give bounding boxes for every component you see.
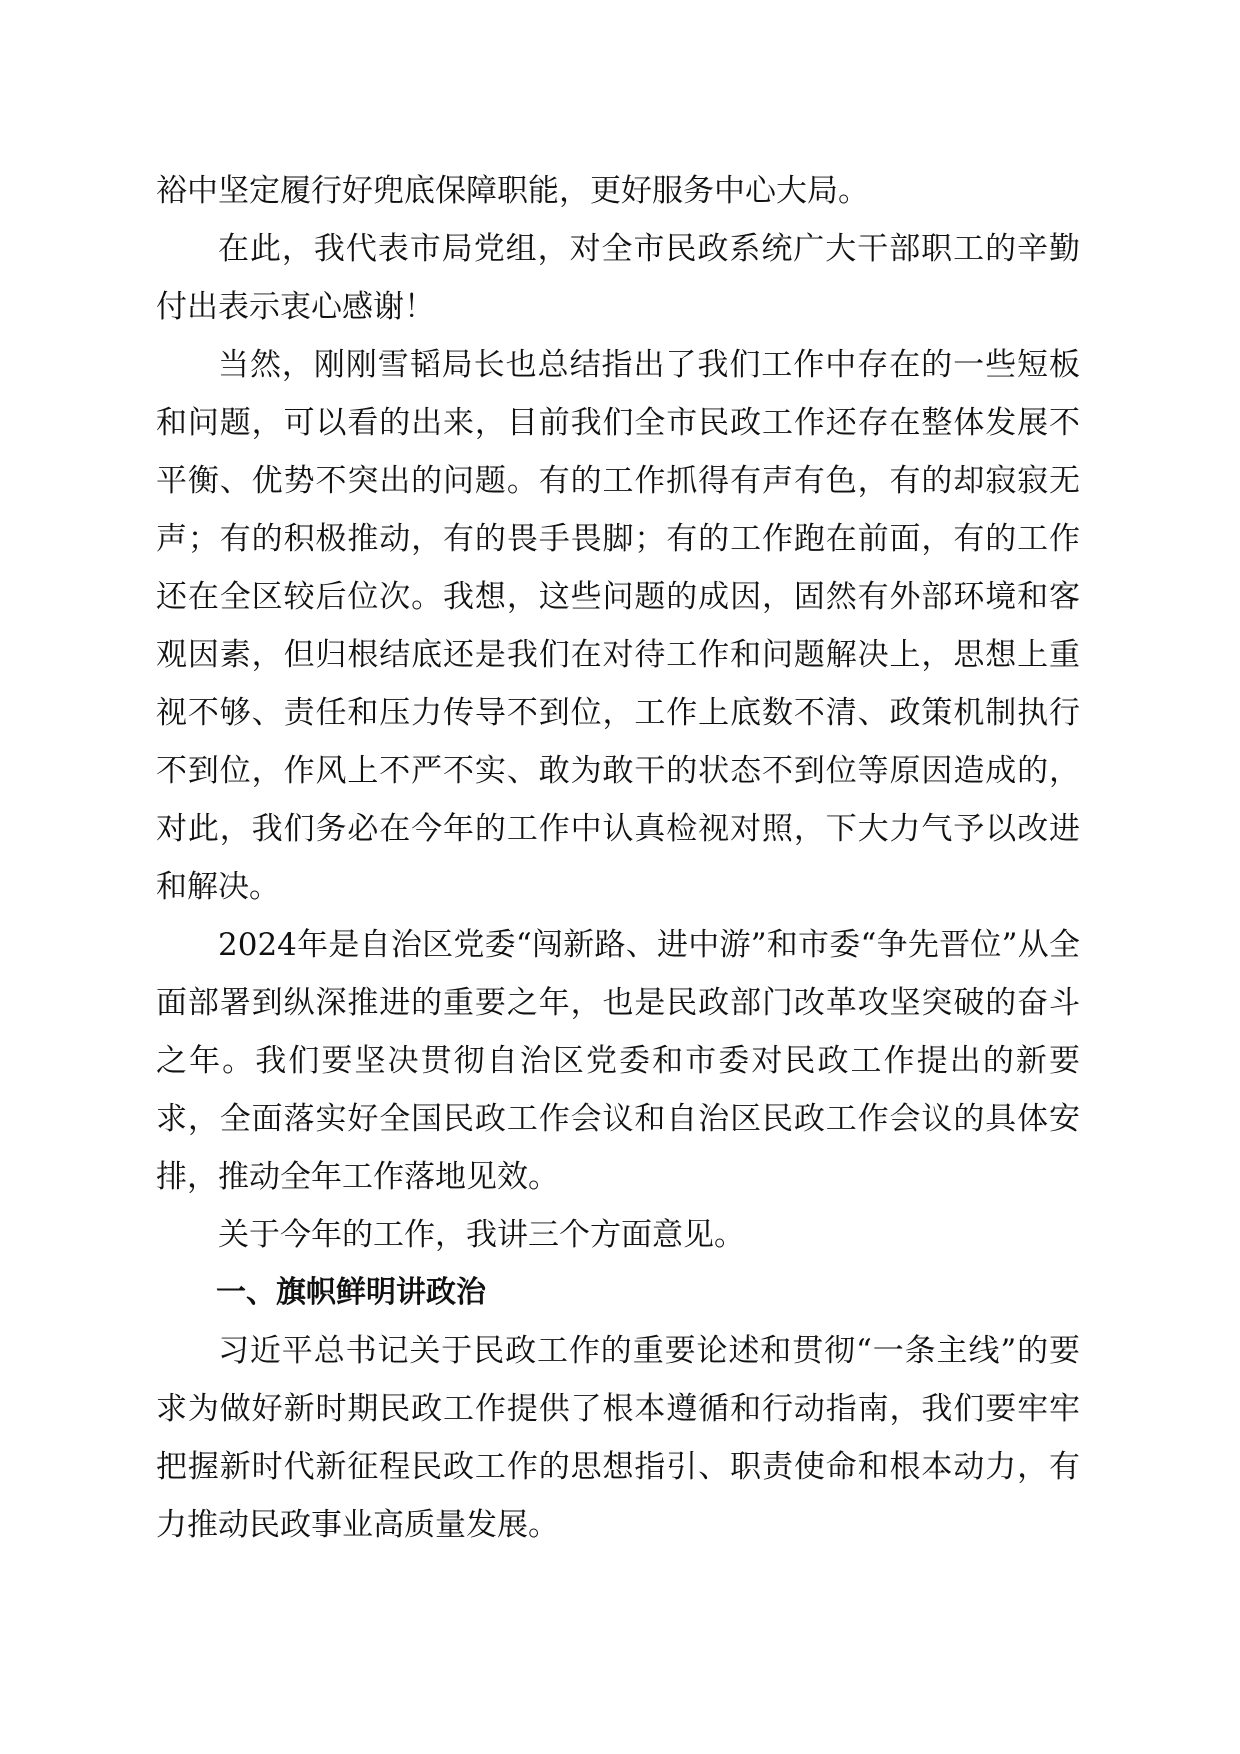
paragraph-2024-goals: 2024年是自治区党委“闯新路、进中游”和市委“争先晋位”从全面部署到纵深推进的重要之年，也是民政部门改革攻坚突破的奋斗之年。我们要坚决贯彻自治区党委和市委对民政工作提出的新要求，全面落实好全国民政工作会议和自治区民政工作会议的具体安排，推动全年工作落地见效。: [156, 927, 1080, 1195]
paragraph-problems: 当然，刚刚雪韬局长也总结指出了我们工作中存在的一些短板和问题，可以看的出来，目前我们全市民政工作还存在整体发展不平衡、优势不突出的问题。有的工作抓得有声有色，有的却寂寂无声；有的积极推动，有的畏手畏脚；有的工作跑在前面，有的工作还在全区较后位次。我想，这些问题的成因，固然有外部环境和客观因素，但归根结底还是我们在对待工作和问题解决上，思想上重视不够、责任和压力传导不到位，工作上底数不清、政策机制执行不到位，作风上不严不实、敢为敢干的状态不到位等原因造成的，对此，我们务必在今年的工作中认真检视对照，下大力气予以改进和解决。: [156, 347, 1080, 905]
document-body: [156, 162, 1080, 1554]
paragraph-guidance: 习近平总书记关于民政工作的重要论述和贯彻“一条主线”的要求为做好新时期民政工作提供了根本遵循和行动指南，我们要牢牢把握新时代新征程民政工作的思想指引、职责使命和根本动力，有力推动民政事业高质量发展。: [156, 1333, 1080, 1543]
paragraph-continuation: 裕中坚定履行好兜底保障职能，更好服务中心大局。: [156, 173, 869, 209]
paragraph-intro-opinions: 关于今年的工作，我讲三个方面意见。: [218, 1217, 745, 1253]
paragraph-thanks: 在此，我代表市局党组，对全市民政系统广大干部职工的辛勤付出表示衷心感谢！: [156, 231, 1080, 325]
section-heading-politics: 一、旗帜鲜明讲政治: [216, 1275, 486, 1310]
